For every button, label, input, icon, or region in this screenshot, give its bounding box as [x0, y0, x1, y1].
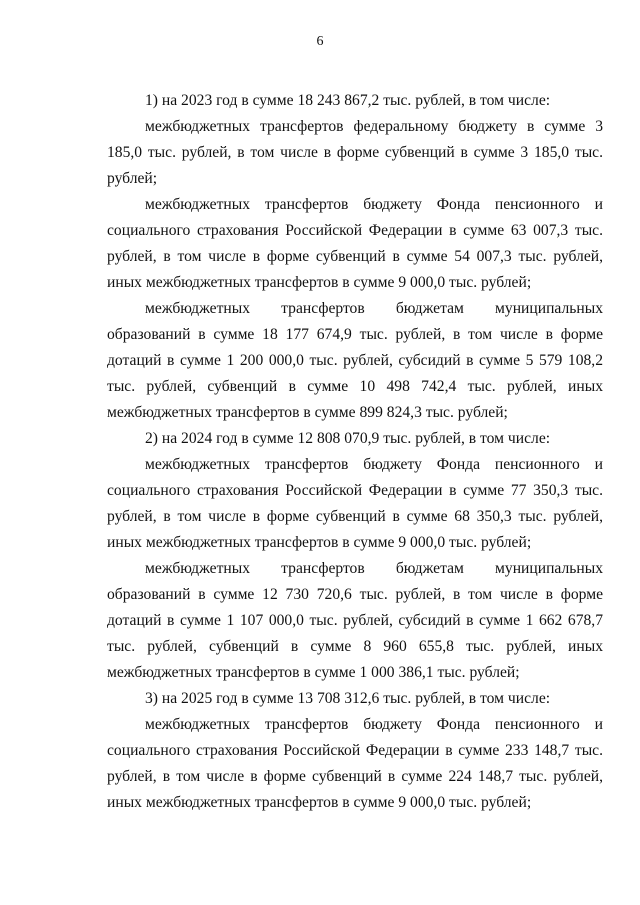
document-body [107, 88, 603, 816]
paragraph-2023-pension-fund: межбюджетных трансфертов бюджету Фонда пенсионного и социального страхования Российской Федерации в сумме 63 007,3 тыс. рублей, в том числе в форме субвенций в сумме 54 007,3 тыс. рублей, иных межбюджетных трансфертов в сумме 9 000,0 тыс. рублей; [107, 196, 603, 291]
paragraph-2024-pension-fund: межбюджетных трансфертов бюджету Фонда пенсионного и социального страхования Российской Федерации в сумме 77 350,3 тыс. рублей, в том числе в форме субвенций в сумме 68 350,3 тыс. рублей, иных межбюджетных трансфертов в сумме 9 000,0 тыс. рублей; [107, 456, 603, 551]
paragraph-2024-total: 2) на 2024 год в сумме 12 808 070,9 тыс. рублей, в том числе: [145, 430, 551, 447]
paragraph-2023-municipal: межбюджетных трансфертов бюджетам муниципальных образований в сумме 18 177 674,9 тыс. рублей, в том числе в форме дотаций в сумме 1 200 000,0 тыс. рублей, субсидий в сумме 5 579 108,2 тыс. рублей, субвенций в сумме 10 498 742,4 тыс. рублей, иных межбюджетных трансфертов в сумме 899 824,3 тыс. рублей; [107, 300, 603, 421]
paragraph-2024-municipal: межбюджетных трансфертов бюджетам муниципальных образований в сумме 12 730 720,6 тыс. рублей, в том числе в форме дотаций в сумме 1 107 000,0 тыс. рублей, субсидий в сумме 1 662 678,7 тыс. рублей, субвенций в сумме 8 960 655,8 тыс. рублей, иных межбюджетных трансфертов в сумме 1 000 386,1 тыс. рублей; [107, 560, 603, 681]
page-number: 6 [316, 34, 324, 49]
paragraph-2025-pension-fund: межбюджетных трансфертов бюджету Фонда пенсионного и социального страхования Российской Федерации в сумме 233 148,7 тыс. рублей, в том числе в форме субвенций в сумме 224 148,7 тыс. рублей, иных межбюджетных трансфертов в сумме 9 000,0 тыс. рублей; [107, 716, 603, 811]
paragraph-2023-federal-budget: межбюджетных трансфертов федеральному бюджету в сумме 3 185,0 тыс. рублей, в том числе в форме субвенций в сумме 3 185,0 тыс. рублей; [107, 118, 603, 187]
paragraph-2025-total: 3) на 2025 год в сумме 13 708 312,6 тыс. рублей, в том числе: [145, 690, 551, 707]
paragraph-2023-total: 1) на 2023 год в сумме 18 243 867,2 тыс. рублей, в том числе: [145, 92, 551, 109]
